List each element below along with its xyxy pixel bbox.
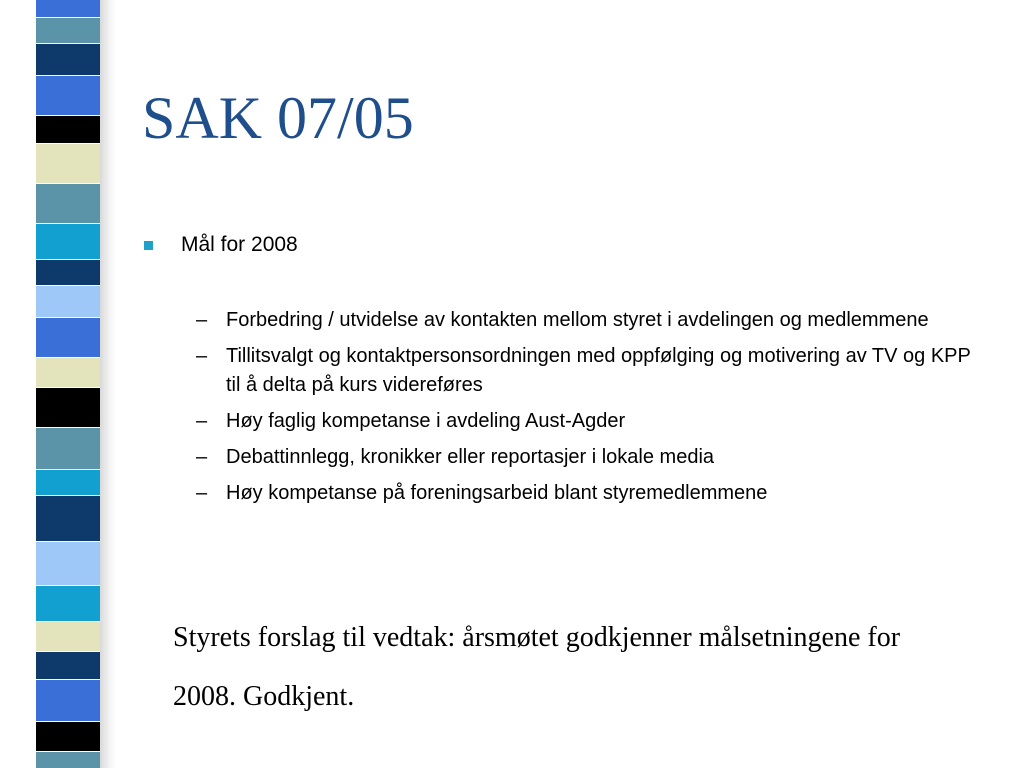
band-stripe bbox=[36, 144, 100, 184]
band-stripe bbox=[36, 224, 100, 260]
band-stripe bbox=[36, 586, 100, 622]
dash-bullet-icon: – bbox=[196, 345, 208, 367]
band-stripe bbox=[36, 470, 100, 496]
band-stripe bbox=[36, 260, 100, 286]
sub-bullet-text: Forbedring / utvidelse av kontakten mellom styret i avdelingen og medlemmene bbox=[226, 309, 929, 331]
band-stripe bbox=[36, 542, 100, 586]
band-stripe bbox=[36, 622, 100, 652]
band-stripe bbox=[36, 318, 100, 358]
dash-bullet-icon: – bbox=[196, 410, 208, 432]
band-stripe bbox=[36, 388, 100, 428]
decorative-band-shadow bbox=[100, 0, 116, 768]
sub-bullet-text: Høy kompetanse på foreningsarbeid blant styremedlemmene bbox=[226, 482, 768, 504]
slide-title: SAK 07/05 bbox=[142, 85, 414, 151]
decorative-striped-band bbox=[36, 0, 100, 768]
sub-bullet-list bbox=[196, 306, 986, 515]
band-stripe bbox=[36, 428, 100, 470]
band-stripe bbox=[36, 496, 100, 542]
sub-bullet-text: Høy faglig kompetanse i avdeling Aust-Agder bbox=[226, 410, 626, 432]
band-stripe bbox=[36, 652, 100, 680]
sub-bullet-item bbox=[196, 306, 986, 335]
band-stripe bbox=[36, 76, 100, 116]
band-stripe bbox=[36, 752, 100, 768]
band-stripe bbox=[36, 680, 100, 722]
sub-bullet-item bbox=[196, 443, 986, 472]
dash-bullet-icon: – bbox=[196, 482, 208, 504]
band-stripe bbox=[36, 0, 100, 18]
sub-bullet-text: Debattinnlegg, kronikker eller reportasjer i lokale media bbox=[226, 446, 715, 468]
dash-bullet-icon: – bbox=[196, 446, 208, 468]
band-stripe bbox=[36, 44, 100, 76]
sub-bullet-item bbox=[196, 479, 986, 508]
band-stripe bbox=[36, 286, 100, 318]
band-stripe bbox=[36, 18, 100, 44]
dash-bullet-icon: – bbox=[196, 309, 208, 331]
band-stripe bbox=[36, 116, 100, 144]
band-stripe bbox=[36, 722, 100, 752]
square-bullet-icon bbox=[144, 241, 153, 250]
main-bullet-text: Mål for 2008 bbox=[181, 233, 298, 256]
band-stripe bbox=[36, 358, 100, 388]
conclusion-text: Styrets forslag til vedtak: årsmøtet godkjenner målsetningene for 2008. Godkjent. bbox=[173, 622, 901, 712]
sub-bullet-item bbox=[196, 407, 986, 436]
sub-bullet-item bbox=[196, 342, 986, 400]
band-stripe bbox=[36, 184, 100, 224]
sub-bullet-text: Tillitsvalgt og kontaktpersonsordningen med oppfølging og motivering av TV og KPP til å delta på kurs videreføres bbox=[226, 345, 971, 396]
